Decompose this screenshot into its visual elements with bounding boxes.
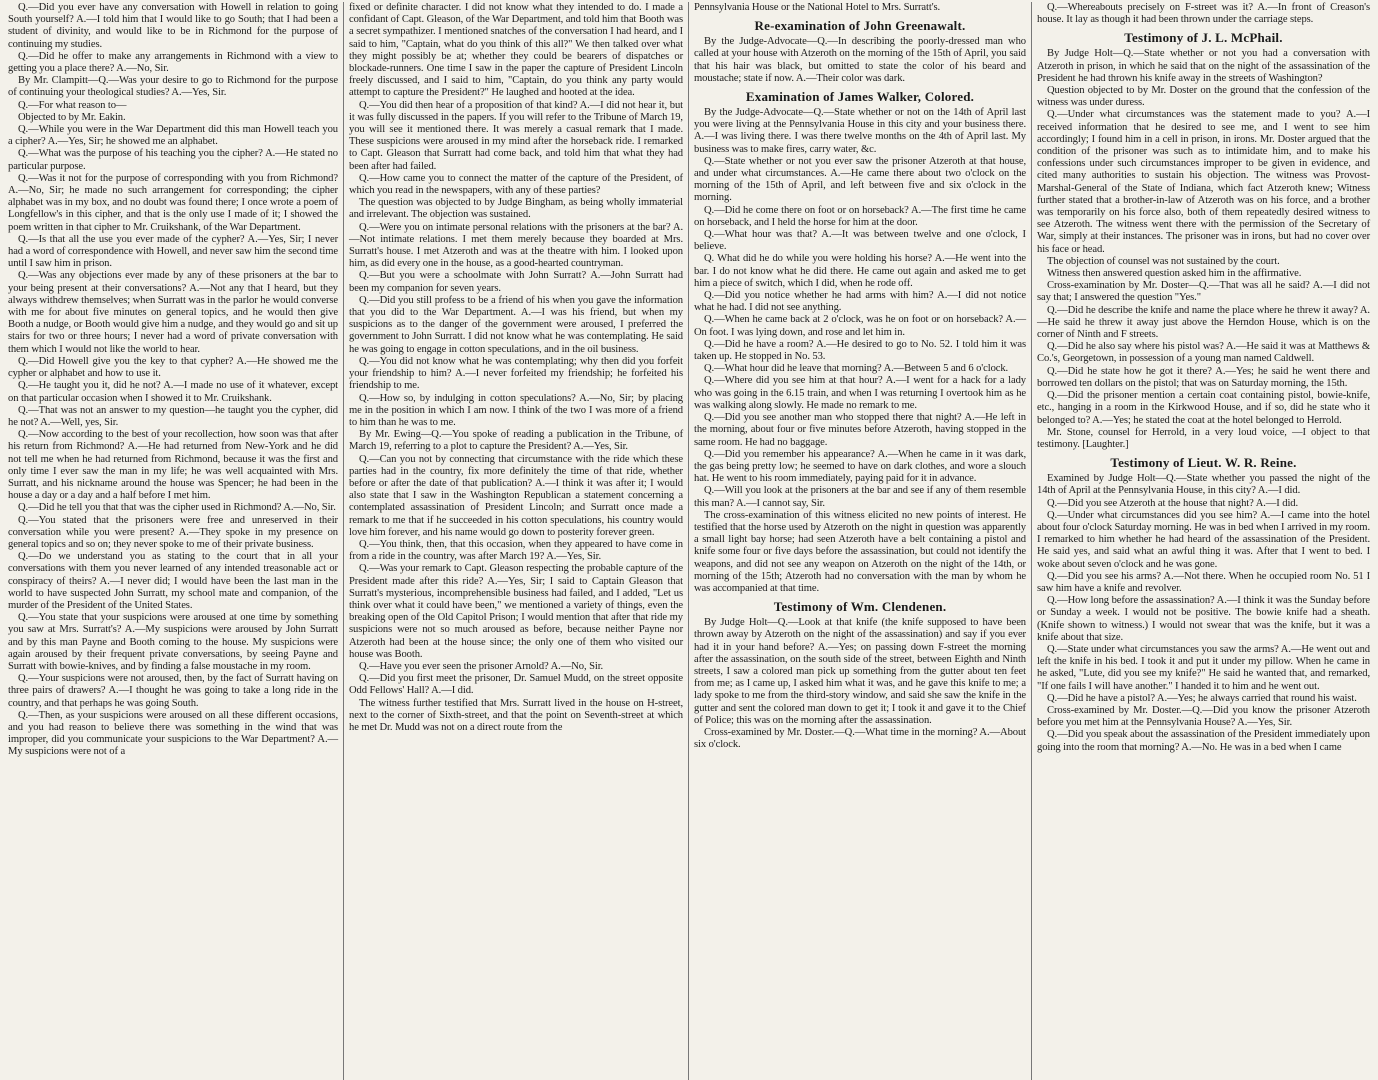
paragraph: Q.—Have you ever seen the prisoner Arnold? A.—No, Sir. (359, 660, 604, 672)
paragraph: Q.—What hour did he leave that morning? A.—Between 5 and 6 o'clock. (704, 363, 1009, 375)
paragraph: Q.—Is that all the use you ever made of the cypher? A.—Yes, Sir; I never had a word of correspondence with Howell, and never saw him the second time until I saw him in prison. (8, 233, 338, 270)
paragraph: Q.—Did Howell give you the key to that cypher? A.—He showed me the cypher or alphabet and how to use it. (8, 355, 338, 380)
paragraph: Q.—You stated that the prisoners were free and unreserved in their conversation while you were present? A.—They spoke in my presence on general topics and so on; they never spoke to me of their private business. (8, 514, 338, 550)
paragraph: Q.—You did then hear of a proposition of that kind? A.—I did not hear it, but it was fully discussed in the papers. If you will refer to the Tribune of March 19, you will see it mentioned there. It was merely a casual remark that I made. These suspicions were aroused in my mind after the horseback ride. I remarked to Capt. Gleason that Surratt had come back, and told him that what they had been after had failed. (349, 99, 683, 172)
paragraph: fixed or definite character. I did not know what they intended to do. I made a confidant of Capt. Gleason, of the War Department, and told him that Booth was a secret sympathizer. I mentioned snatches of the conversation I had heard, and I said to him, "Captain, what do you think of this all?" We then talked over what they might possibly be at; whether they could be bearers of dispatches or blockade-runners. One time I saw in the paper the capture of President Lincoln freely discussed, and I said to him, "Captain, do you think any party would attempt to capture the President?" He laughed and hooted at the idea. (349, 2, 683, 99)
paragraph: Q.—Can you not by connecting that circumstance with the ride which these parties had in the country, fix more definitely the time of that ride, whether before or after the date of that publication? A.—I think it was after it; I would also state that I saw in the Washington Republican a statement concerning a contemplated assassination of President Lincoln; and Surratt once made a remark to me that if he succeeded in his cotton speculations, his country would love him forever, and his name would go down to posterity forever green. (349, 453, 683, 538)
paragraph: Q.—Did you still profess to be a friend of his when you gave the information that you did to the War Department. A.—I was his friend, but when my suspicions as to the danger of the government were aroused, I preferred the government to John Surratt. I did not know what he was contemplating. He said he was going to engage in cotton speculations, and in the oil business. (349, 294, 683, 355)
paragraph: Q.—Then, as your suspicions were aroused on all these different occasions, and you had reason to believe there was something in the wind that was improper, did you communicate your suspicions to the War Department? A.—My suspicions were not of a (8, 709, 338, 758)
paragraph: Q.—Did you see his arms? A.—Not there. When he occupied room No. 51 I saw him have a knife and revolver. (1037, 570, 1370, 594)
paragraph: Q.—Was any objections ever made by any of these prisoners at the bar to your being present at their conversations? A.—Not any that I heard, but they always withdrew themselves; when Surratt was in the parlor he would converse with me for about five minutes on general topics, and he would then give Booth a nudge, or Booth would give him a nudge, and they would go and sit up stairs for two or three hours; I never had a word of private conversation with them which I would not like the world to hear. (8, 270, 338, 355)
paragraph: Q.—Did he come there on foot or on horseback? A.—The first time he came on horseback, and I held the horse for him at the door. (694, 204, 1026, 228)
section-heading: Examination of James Walker, Colored. (745, 89, 975, 105)
paragraph: Q.—Did he tell you that that was the cipher used in Richmond? A.—No, Sir. (18, 502, 336, 514)
section-heading: Testimony of Lieut. W. R. Reine. (1110, 455, 1297, 471)
paragraph: The cross-examination of this witness elicited no new points of interest. He testified that the horse used by Atzeroth on the night in question was apparently a small light bay horse; had seen Atzeroth have a belt containing a pistol and knife some four or five days before the assassination, but could not identify the weapons, and did not see any weapon on Atzeroth on the night of the 14th, or morning of the 15th; Atzeroth had no conversation with the man by whom he was accompanied at that time. (694, 509, 1026, 594)
paragraph: Q.—That was not an answer to my question—he taught you the cypher, did he not? A.—Well, yes, Sir. (8, 404, 338, 428)
paragraph: The objection of counsel was not sustained by the court. (1047, 255, 1280, 267)
paragraph: Q.—Where did you see him at that hour? A.—I went for a hack for a lady who was going in the 6.15 train, and when I was returning I overtook him as he was walking along slowly. He made no remark to me. (694, 375, 1026, 411)
paragraph: Q.—You state that your suspicions were aroused at one time by something you saw at Mrs. Surratt's? A.—My suspicions were aroused by John Surratt and by this man Payne and Booth coming to the house. My suspicions were again aroused by their frequent private conversations, by seeing Payne and Surratt with bowie-knives, and by finding a false moustache in my room. (8, 612, 338, 672)
paragraph: Objected to by Mr. Eakin. (18, 111, 126, 123)
paragraph: By Mr. Clampitt—Q.—Was your desire to go to Richmond for the purpose of continuing your theological studies? A.—Yes, Sir. (8, 75, 338, 99)
paragraph: Q.—What was the purpose of his teaching you the cipher? A.—He stated no particular purpose. (8, 148, 338, 172)
section-heading: Re-examination of John Greenawalt. (754, 18, 966, 34)
paragraph: Q.—Under what circumstances was the statement made to you? A.—I received information that he desired to see me, and I went to see him accordingly; I found him in a cell in prison, in irons. Mr. Doster argued that the condition of the prisoner was such as to intimidate him, and to make his confessions under such circumstances improper to be given in evidence, and cited many authorities to sustain his objection. The witness was Provost-Marshal-General of the State of Indiana, which fact Atzeroth knew; Witness further stated that a brother-in-law of Atzeroth was on his force, and a brother was temporarily on his force also, both of them repeatedly desired witness to see Atzeroth. The witness went there with the permission of the Secretary of War, simply at their instances. The prisoner was in irons, but had no cover over his face or head. (1037, 109, 1370, 255)
column-2 (344, 2, 689, 1080)
paragraph: Q.—Did he have a room? A.—He desired to go to No. 52. I told him it was taken up. He stopped in No. 53. (694, 338, 1026, 363)
paragraph: Q.—Did he state how he got it there? A.—Yes; he said he went there and borrowed ten dollars on the pistol; that was on Saturday morning, the 15th. (1037, 365, 1370, 389)
paragraph: Question objected to by Mr. Doster on the ground that the confession of the witness was under duress. (1037, 85, 1370, 109)
paragraph: Q.—Do we understand you as stating to the court that in all your conversations with them you never learned of any intended treasonable act or conspiracy of theirs? A.—I never did; I would have been the last man in the world to have suspected John Surratt, my school mate and companion, of the murder of the President of the United States. (8, 551, 338, 611)
paragraph: The question was objected to by Judge Bingham, as being wholly immaterial and irrelevant. The objection was sustained. (349, 197, 683, 221)
paragraph: Q.—Your suspicions were not aroused, then, by the fact of Surratt having on three pairs of drawers? A.—I thought he was going to take a long ride in the country, and that perhaps he was going South. (8, 673, 338, 709)
paragraph: Q.—Will you look at the prisoners at the bar and see if any of them resemble this man? A.—I cannot say, Sir. (694, 485, 1026, 509)
paragraph: Cross-examined by Mr. Doster.—Q.—What time in the morning? A.—About six o'clock. (694, 726, 1026, 751)
column-4 (1032, 2, 1375, 1080)
paragraph: Q.—State under what circumstances you saw the arms? A.—He went out and left the knife in his bed. I took it and put it under my pillow. When he came in he asked, "Lute, did you see my knife?" He said he wanted that, and remarked, "If one fails I will have another." I handed it to him and he went out. (1037, 643, 1370, 692)
paragraph: Q.—He taught you it, did he not? A.—I made no use of it whatever, except on that particular occasion when I showed it to Mr. Cruikshank. (8, 380, 338, 404)
paragraph: Q.—Did he describe the knife and name the place where he threw it away? A.—He said he threw it away just above the Herndon House, which is on the corner of Ninth and F streets. (1037, 304, 1370, 341)
paragraph: Mr. Stone, counsel for Herrold, in a very loud voice, —I object to that testimony. [Laughter.] (1037, 426, 1370, 450)
section-heading: Testimony of J. L. McPhail. (1124, 30, 1283, 46)
paragraph: Q.—Were you on intimate personal relations with the prisoners at the bar? A.—Not intimate relations. I met them merely because they boarded at Mrs. Surratt's house. I met Atzeroth and was at the theatre with him. I looked upon him, as did every one in the house, as a good-hearted countryman. (349, 221, 683, 270)
paragraph: Q.—State whether or not you ever saw the prisoner Atzeroth at that house, and under what circumstances. A.—He came there about two o'clock on the morning of the 15th of April, and left between five and six o'clock in the morning. (694, 155, 1026, 204)
paragraph: Q.—Whereabouts precisely on F-street was it? A.—In front of Creason's house. It lay as though it had been thrown under the carriage steps. (1037, 2, 1370, 26)
paragraph: By Judge Holt—Q.—State whether or not you had a conversation with Atzeroth in prison, in which he said that on the night of the assassination of the President he had thrown his knife away in the streets of Washington? (1037, 48, 1370, 84)
paragraph: Q.—But you were a schoolmate with John Surratt? A.—John Surratt had been my companion for seven years. (349, 270, 683, 294)
paragraph: Q.—Did you see Atzeroth at the house that night? A.—I did. (1047, 497, 1299, 509)
paragraph: Q.—Did you notice whether he had arms with him? A.—I did not notice what he had. I did not see anything. (694, 290, 1026, 314)
paragraph: Q.—Under what circumstances did you see him? A.—I came into the hotel about four o'clock Saturday morning. He was in bed when I arrived in my room. I remarked to him whether he had heard of the assassination of the President. He said yes, and said what an awful thing it was. After that I went to bed. I woke about seven o'clock and he was gone. (1037, 509, 1370, 570)
paragraph: Q.—Did he also say where his pistol was? A.—He said it was at Matthews & Co.'s, Georgetown, in possession of a young man named Caldwell. (1037, 341, 1370, 365)
paragraph: Q.—How long before the assassination? A.—I think it was the Sunday before or Sunday a week. I would not be positive. The bowie knife had a sheath. (Knife shown to witness.) I would not swear that was the knife, but it was a knife about that size. (1037, 595, 1370, 643)
paragraph: Q.—You did not know what he was contemplating; why then did you forfeit your friendship to him? A.—I never forfeited my friendship; he forfeited his friendship to me. (349, 355, 683, 392)
paragraph: By Judge Holt—Q.—Look at that knife (the knife supposed to have been thrown away by Atzeroth on the night of the assassination) and say if you ever had it in your hand before? A.—Yes; on passing down F-street the morning after the assassination, on the south side of the street, between Eighth and Ninth streets, I saw a colored man pick up something from the gutter about ten feet from me; as I came up, I asked him what it was, and he gave this knife to me; a lady spoke to me from the third-story window, and said she saw the knife in the gutter and sent the colored man down to get it; I took it and gave it to the Chief of Police; this was on the morning after the assassination. (694, 617, 1026, 726)
paragraph: Q.—Did the prisoner mention a certain coat containing pistol, bowie-knife, etc., hanging in a room in the Kirkwood House, and if so, did he state who it belonged to? A.—Yes; he stated the coat at the hotel belonged to Herrold. (1037, 390, 1370, 426)
paragraph: Q.—Was it not for the purpose of corresponding with you from Richmond? A.—No, Sir; he made no such arrangement for corresponding; the cipher alphabet was in my box, and no doubt was found there; I once wrote a poem of Longfellow's in this cipher, and that is the only use I made of it; I showed the poem written in that cipher to Mr. Cruikshank, of the War Department. (8, 172, 338, 233)
paragraph: Q.—Now according to the best of your recollection, how soon was that after his return from Richmond? A.—He had returned from New-York and he did not tell me when he had returned from Richmond, because it was the first and only time I ever saw the man in my life; he was well acquainted with Mrs. Surratt, and his nickname around the house was Spencer; he had been in the house a day or a day and a half before I met him. (8, 429, 338, 502)
paragraph: Pennsylvania House or the National Hotel to Mrs. Surratt's. (694, 2, 941, 13)
paragraph: Q.—Did he have a pistol? A.—Yes; he always carried that round his waist. (1047, 692, 1357, 704)
paragraph: Cross-examined by Mr. Doster.—Q.—Did you know the prisoner Atzeroth before you met him at the Pennsylvania House? A.—Yes, Sir. (1037, 704, 1370, 729)
paragraph: Q.—What hour was that? A.—It was between twelve and one o'clock, I believe. (694, 229, 1026, 253)
paragraph: Q.—Did you remember his appearance? A.—When he came in it was dark, the gas being pretty low; he seemed to have on dark clothes, and wore a slouch hat. He went to his room immediately, paying paid for it in advance. (694, 448, 1026, 485)
paragraph: Q.—Did he offer to make any arrangements in Richmond with a view to getting you a place there? A.—No, Sir. (8, 50, 338, 75)
paragraph: The witness further testified that Mrs. Surratt lived in the house on H-street, next to the corner of Sixth-street, and that the point on Seventh-street at which he met Dr. Mudd was not on a direct route from the (349, 697, 683, 733)
paragraph: Q.—Did you ever have any conversation with Howell in relation to going South yourself? A.—I told him that I would like to go South; that I had been a student of divinity, and would like to be in Richmond for the purpose of continuing my studies. (8, 2, 338, 50)
paragraph: Q.—When he came back at 2 o'clock, was he on foot or on horseback? A.—On foot. I was lying down, and rose and let him in. (694, 314, 1026, 338)
paragraph: Q.—How came you to connect the matter of the capture of the President, of which you read in the newspapers, with any of these parties? (349, 172, 683, 197)
section-heading: Testimony of Wm. Clendenen. (773, 599, 947, 615)
paragraph: Q.—Did you see another man who stopped there that night? A.—He left in the morning, about four or five minutes before Atzeroth, having stopped in the same room. He had no baggage. (694, 412, 1026, 448)
paragraph: Q.—Did you first meet the prisoner, Dr. Samuel Mudd, on the street opposite Odd Fellows' Hall? A.—I did. (349, 673, 683, 697)
paragraph: By the Judge-Advocate—Q.—State whether or not on the 14th of April last you were living at the Pennsylvania House in this city and your business there. A.—I was living there. I was there twelve months on the 4th of April last. My business was to make fires, carry water, &c. (694, 107, 1026, 155)
paragraph: Q.—For what reason to— (18, 99, 127, 111)
column-3 (689, 2, 1032, 1080)
column-1 (3, 2, 344, 1080)
paragraph: Examined by Judge Holt—Q.—State whether you passed the night of the 14th of April at the Pennsylvania House, in this city? A.—I did. (1037, 473, 1370, 497)
paragraph: Witness then answered question asked him in the affirmative. (1047, 268, 1302, 280)
paragraph: By Mr. Ewing—Q.—You spoke of reading a publication in the Tribune, of March 19, referring to a plot to capture the President? A.—Yes, Sir. (349, 429, 683, 453)
paragraph: Q.—While you were in the War Department did this man Howell teach you a cipher? A.—Yes, Sir; he showed me an alphabet. (8, 124, 338, 148)
paragraph: By the Judge-Advocate—Q.—In describing the poorly-dressed man who called at your house with Atzeroth on the morning of the 15th of April, you said that his hair was black, but omitted to state the color of his beard and moustache; state if now. A.—Their color was dark. (694, 36, 1026, 84)
paragraph: Q. What did he do while you were holding his horse? A.—He went into the bar. I do not know what he did there. He came out again and asked me to get him a piece of switch, which I did, when he rode off. (694, 253, 1026, 289)
paragraph: Q.—You think, then, that this occasion, when they appeared to have come in from a ride in the country, was after March 19? A.—Yes, Sir. (349, 538, 683, 563)
paragraph: Cross-examination by Mr. Doster—Q.—That was all he said? A.—I did not say that; I answered the question "Yes." (1037, 280, 1370, 304)
paragraph: Q.—Did you speak about the assassination of the President immediately upon going into the room that morning? A.—No. He was in a bed when I came (1037, 729, 1371, 753)
paragraph: Q.—How so, by indulging in cotton speculations? A.—No, Sir; by placing me in the position in which I am now. I think of the two I was more of a friend to him than he was to me. (349, 392, 683, 428)
paragraph: Q.—Was your remark to Capt. Gleason respecting the probable capture of the President made after this ride? A.—Yes, Sir; I said to Captain Gleason that Surratt's mysterious, incomprehensible business had failed, and I added, "Let us think over what it could have been," we mentioned a variety of things, even the breaking open of the Old Capitol Prison; I would mention that after that ride my suspicions were not so much aroused as before, because neither Payne nor Atzeroth had been at the house since; the only one of them who visited our house was Booth. (349, 563, 683, 660)
